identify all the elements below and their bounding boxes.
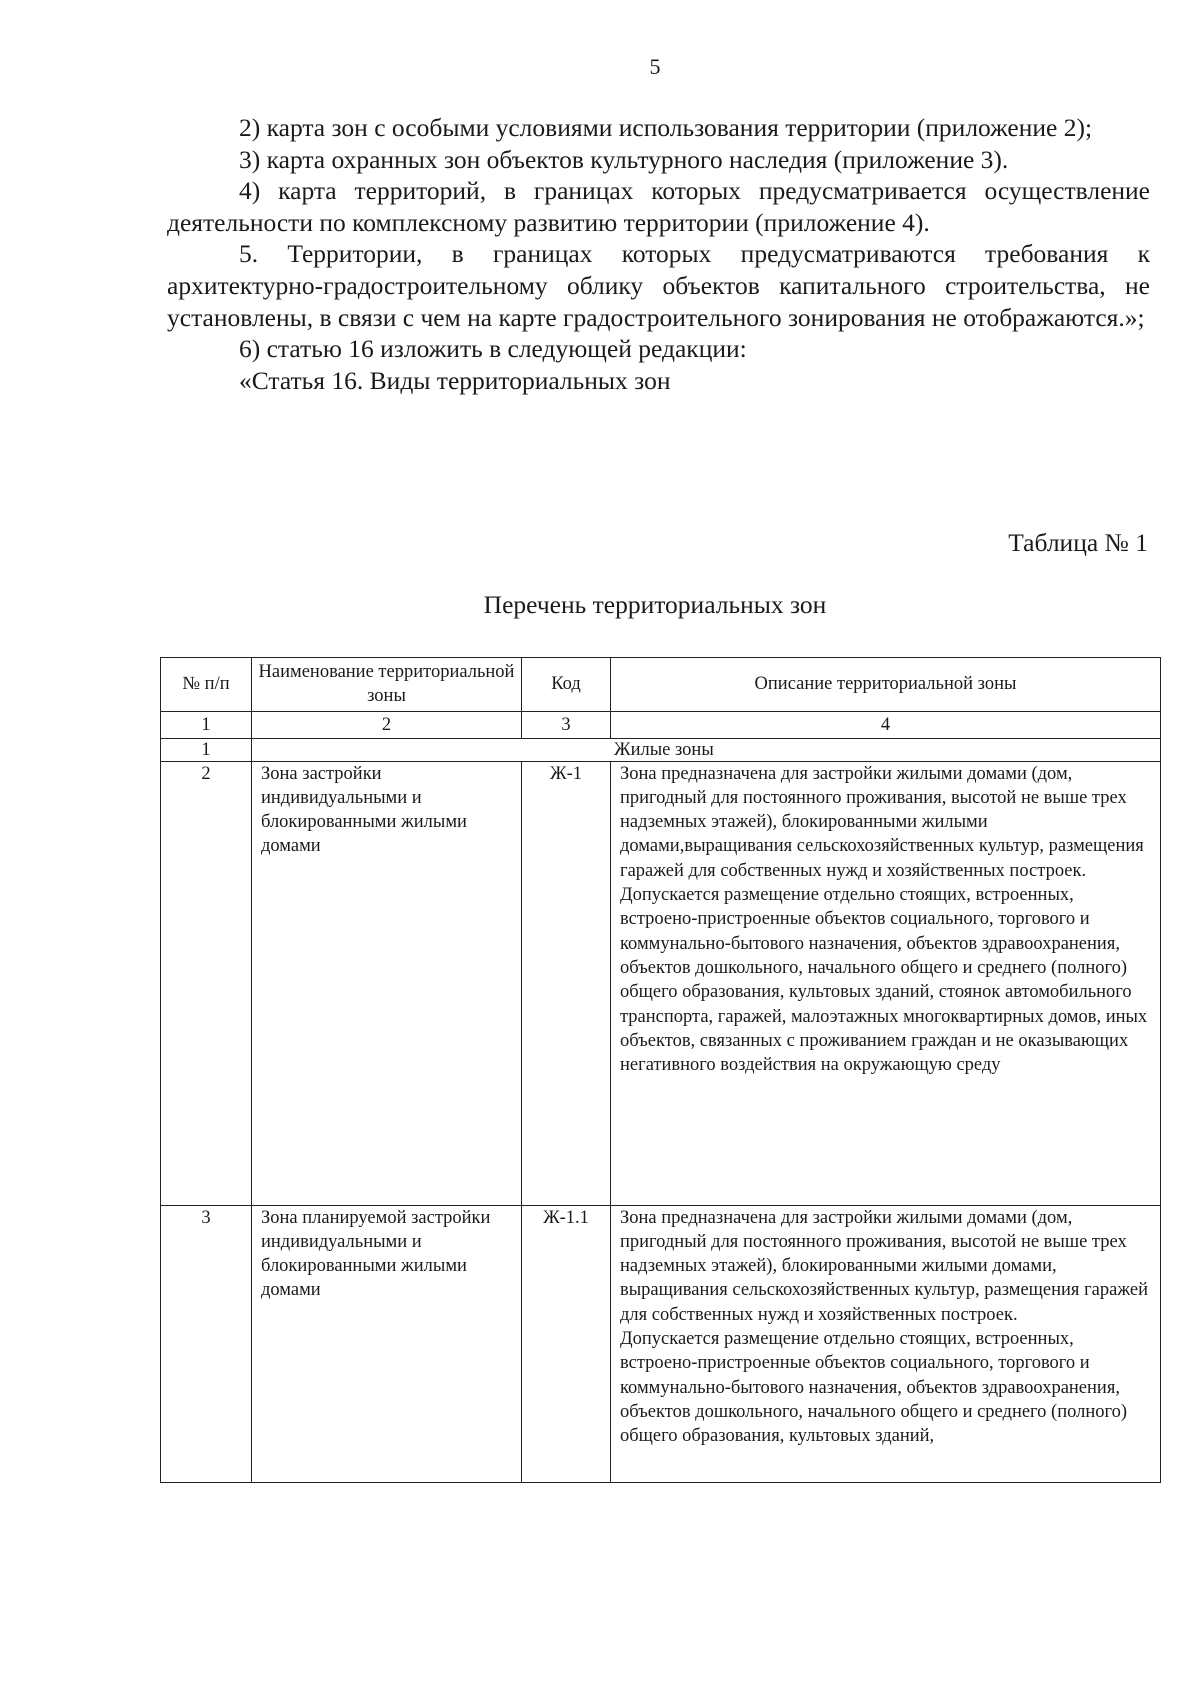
table-header-row [161,658,1161,712]
zone-description: Зона предназначена для застройки жилыми домами (дом, пригодный для постоянного проживания, высотой не выше трех надземных этажей), блокированными жилыми домами,выращивания сельскохозяйственных культур, размещения гаражей для собственных нужд и хозяйственных построек. Допускается размещение отдельно стоящих, встроенных, встроено-пристроенные объектов социального, торгового и коммунально-бытового назначения, объектов здравоохранения, объектов дошкольного, начального общего и среднего (полного) общего образования, культовых зданий, стоянок автомобильного транспорта, гаражей, малоэтажных многоквартирных домов, иных объектов, связанных с проживанием граждан и не оказывающих негативного воздействия на окружающую среду [611,761,1161,1205]
body-text [167,112,1150,396]
column-number: 3 [522,711,611,738]
zones-table [160,657,1161,1483]
column-number: 2 [252,711,522,738]
row-num: 2 [161,761,252,1205]
column-number: 4 [611,711,1161,738]
table-row [161,1205,1161,1482]
section-num: 1 [161,738,252,761]
zone-code: Ж-1 [522,761,611,1205]
paragraph-item-5: 5. Территории, в границах которых предусматриваются требования к архитектурно-градостроительному облику объектов капитального строительства, не установлены, в связи с чем на карте градостроительного зонирования не отображаются.»; [167,239,1150,332]
section-row [161,738,1161,761]
header-code: Код [522,658,611,712]
paragraph-item-3: 3) карта охранных зон объектов культурного наследия (приложение 3). [239,144,1009,174]
zone-name: Зона застройки индивидуальными и блокированными жилыми домами [252,761,522,1205]
table-title: Перечень территориальных зон [483,590,827,619]
article-heading: «Статья 16. Виды территориальных зон [239,365,671,395]
column-number-row [161,711,1161,738]
header-description: Описание территориальной зоны [611,658,1161,712]
row-num: 3 [161,1205,252,1482]
table-row [161,761,1161,1205]
paragraph-item-6: 6) статью 16 изложить в следующей редакции: [239,334,747,364]
page-number: 5 [649,54,661,79]
section-title: Жилые зоны [252,738,1161,761]
paragraph-item-2: 2) карта зон с особыми условиями использования территории (приложение 2); [239,113,1093,142]
zone-description: Зона предназначена для застройки жилыми домами (дом, пригодный для постоянного проживания, высотой не выше трех надземных этажей), блокированными жилыми домами, выращивания сельскохозяйственных культур, размещения гаражей для собственных нужд и хозяйственных построек. Допускается размещение отдельно стоящих, встроенных, встроено-пристроенные объектов социального, торгового и коммунально-бытового назначения, объектов здравоохранения, объектов дошкольного, начального общего и среднего (полного) общего образования, культовых зданий, [611,1205,1161,1482]
column-number: 1 [161,711,252,738]
zone-code: Ж-1.1 [522,1205,611,1482]
header-num: № п/п [161,658,252,712]
header-name: Наименование территориальной зоны [252,658,522,712]
table-caption: Таблица № 1 [1008,528,1148,557]
zone-name: Зона планируемой застройки индивидуальными и блокированными жилыми домами [252,1205,522,1482]
paragraph-item-4: 4) карта территорий, в границах которых предусматривается осуществление деятельности по комплексному развитию территории (приложение 4). [167,176,1150,237]
